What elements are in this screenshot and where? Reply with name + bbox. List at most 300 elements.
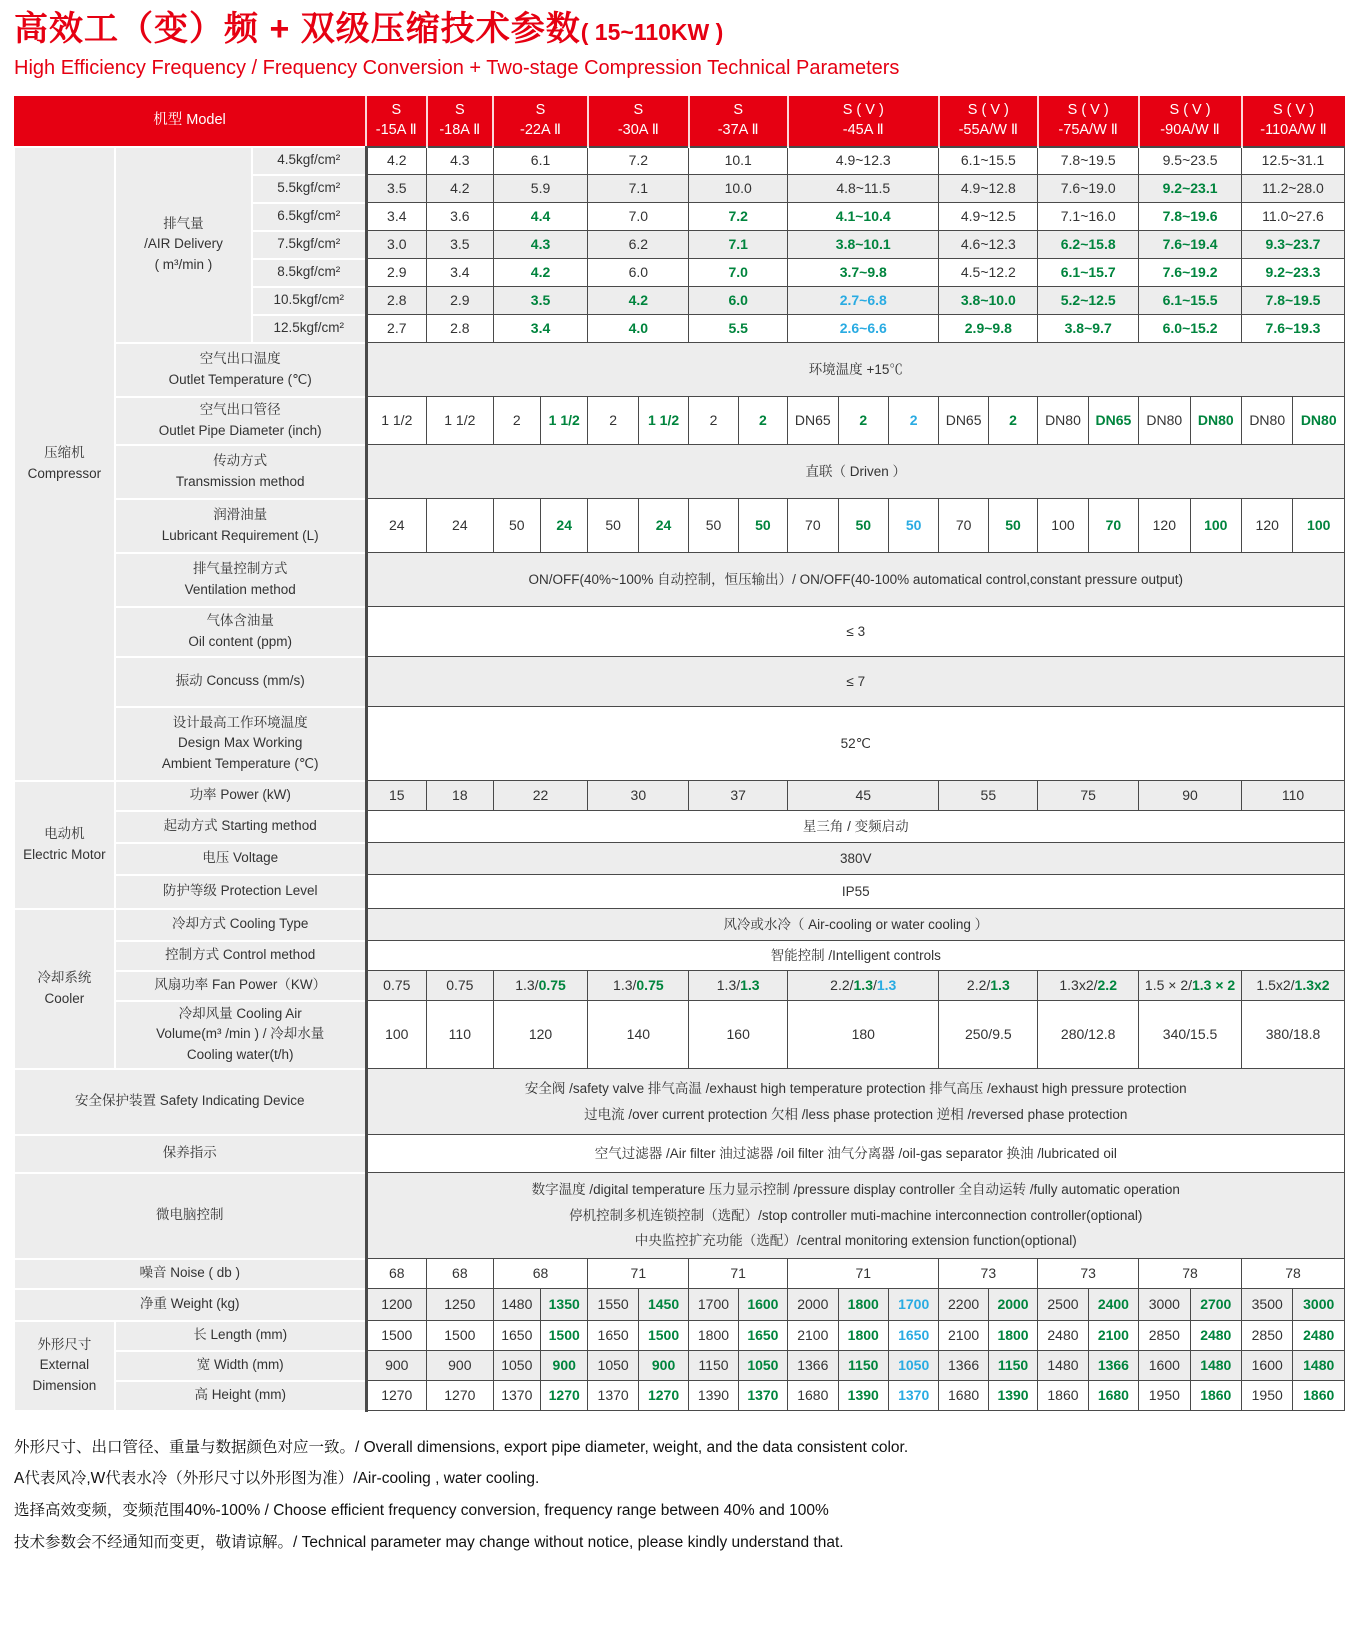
value-cell: 1860 [1190,1381,1241,1411]
value-cell: 1.5x2/1.3x2 [1242,971,1345,1001]
value-cell: 1270 [541,1381,588,1411]
row-label-concuss: 振动 Concuss (mm/s) [115,657,366,707]
value-cell: 1950 [1139,1381,1190,1411]
value-cell: DN80 [1242,397,1293,445]
value-cell: 2 [988,397,1037,445]
table-header-row [14,96,1345,147]
value-cell: 100 [1293,499,1345,553]
value-cell: 3.5 [427,231,494,259]
value-cell: 2 [588,397,638,445]
value-cell: 星三角 / 变频启动 [366,811,1344,843]
value-cell: 9.3~23.7 [1242,231,1345,259]
row-power [14,781,1345,811]
model-header-cell: S ( V ) -110A/W Ⅱ [1242,96,1345,147]
value-cell: 37 [689,781,788,811]
value-cell: IP55 [366,875,1344,909]
value-cell: 1 1/2 [541,397,588,445]
value-cell: 3.7~9.8 [788,259,939,287]
row-concuss [14,657,1345,707]
value-cell: 50 [738,499,787,553]
row-fan [14,971,1345,1001]
row-oil [14,607,1345,657]
value-cell: 55 [939,781,1038,811]
value-cell: 24 [541,499,588,553]
value-cell: DN80 [1190,397,1241,445]
value-cell: 4.0 [588,315,689,343]
value-cell: 0.75 [366,971,427,1001]
value-cell: 140 [588,1001,689,1069]
value-cell: 1480 [493,1289,540,1321]
value-cell: 2850 [1139,1321,1190,1351]
value-cell: 智能控制 /Intelligent controls [366,941,1344,971]
value-cell: 1390 [838,1381,888,1411]
value-cell: 1.3x2/2.2 [1038,971,1139,1001]
footer-notes [14,1432,1361,1559]
model-header-cell: S ( V ) -55A/W Ⅱ [939,96,1038,147]
value-cell: 7.8~19.5 [1038,147,1139,175]
model-header-cell: S -22A Ⅱ [493,96,588,147]
value-cell: 1390 [988,1381,1037,1411]
value-cell: 50 [838,499,888,553]
value-cell: 71 [689,1259,788,1289]
value-cell: 1700 [888,1289,938,1321]
row-label-transmission: 传动方式 Transmission method [115,445,366,499]
value-cell: 1500 [366,1321,427,1351]
value-cell: 1800 [838,1321,888,1351]
value-cell: 空气过滤器 /Air filter 油过滤器 /oil filter 油气分离器 /oil-gas separator 换油 /lubricated oil [366,1135,1344,1173]
value-cell: 45 [788,781,939,811]
value-cell: 52℃ [366,707,1344,781]
value-cell: DN80 [1038,397,1088,445]
value-cell: 1 1/2 [638,397,688,445]
model-header-cell: S -15A Ⅱ [366,96,427,147]
value-cell: 2 [738,397,787,445]
title-block [0,0,1361,80]
value-cell: 7.1 [588,175,689,203]
value-cell: ≤ 3 [366,607,1344,657]
row-pipe [14,397,1345,445]
value-cell: 环境温度 +15℃ [366,343,1344,397]
value-cell: 68 [366,1259,427,1289]
pressure-label: 5.5kgf/cm² [252,175,366,203]
value-cell: 50 [689,499,738,553]
value-cell: 78 [1139,1259,1242,1289]
value-cell: 1680 [939,1381,988,1411]
value-cell: 68 [427,1259,494,1289]
value-cell: 1700 [689,1289,738,1321]
row-label-volume: 冷却风量 Cooling Air Volume(m³ /min ) / 冷却水量 Cooling water(t/h) [115,1001,366,1069]
value-cell: 900 [638,1351,688,1381]
value-cell: 1500 [541,1321,588,1351]
value-cell: 4.3 [493,231,588,259]
value-cell: 直联（ Driven ） [366,445,1344,499]
value-cell: 1050 [588,1351,638,1381]
footer-note-line: A代表风冷,W代表水冷（外形尺寸以外形图为准）/Air-cooling , water cooling. [14,1470,540,1488]
value-cell: 安全阀 /safety valve 排气高温 /exhaust high temperature protection 排气高压 /exhaust high pressure protection 过电流 /over current protection 欠相 /less phase protection 逆相 /reversed phase protection [366,1069,1344,1135]
value-cell: 风冷或水冷（ Air-cooling or water cooling ） [366,909,1344,941]
value-cell: 6.2 [588,231,689,259]
group-label-motor: 电动机 Electric Motor [14,781,115,909]
row-design [14,707,1345,781]
row-label-maintenance: 保养指示 [14,1135,366,1173]
value-cell: 4.9~12.8 [939,175,1038,203]
value-cell: 1150 [988,1351,1037,1381]
value-cell: 1366 [1088,1351,1138,1381]
value-cell: ON/OFF(40%~100% 自动控制，恒压输出）/ ON/OFF(40-100% automatical control,constant pressure output) [366,553,1344,607]
value-cell: 4.3 [427,147,494,175]
value-cell: 11.2~28.0 [1242,175,1345,203]
value-cell: 1650 [738,1321,787,1351]
row-ventilation [14,553,1345,607]
value-cell: DN65 [1088,397,1138,445]
footer-note-line: 技术参数会不经通知而变更，敬请谅解。/ Technical parameter may change without notice, please kindly understand that. [14,1533,844,1551]
row-label-length: 长 Length (mm) [115,1321,366,1351]
row-label-noise: 噪音 Noise ( db ) [14,1259,366,1289]
value-cell: 7.8~19.5 [1242,287,1345,315]
value-cell: 50 [493,499,540,553]
value-cell: 4.5~12.2 [939,259,1038,287]
page-title-range: ( 15~110KW ) [580,19,724,45]
value-cell: 2.9~9.8 [939,315,1038,343]
row-label-voltage: 电压 Voltage [115,843,366,875]
parameters-table [13,96,1345,1412]
value-cell: 2100 [1088,1321,1138,1351]
page-subtitle: High Efficiency Frequency / Frequency Conversion + Two-stage Compression Technical Parameters [14,56,900,79]
value-cell: 70 [788,499,838,553]
value-cell: 100 [366,1001,427,1069]
value-cell: DN80 [1293,397,1345,445]
value-cell: 10.1 [689,147,788,175]
value-cell: 1270 [366,1381,427,1411]
value-cell: 5.5 [689,315,788,343]
value-cell: 3.0 [366,231,427,259]
value-cell: 900 [366,1351,427,1381]
pressure-label: 10.5kgf/cm² [252,287,366,315]
value-cell: 2 [493,397,540,445]
value-cell: 15 [366,781,427,811]
value-cell: 6.1~15.7 [1038,259,1139,287]
value-cell: 1350 [541,1289,588,1321]
value-cell: 2.9 [366,259,427,287]
row-air-4.5 [14,147,1345,175]
value-cell: 1200 [366,1289,427,1321]
value-cell: 50 [588,499,638,553]
value-cell: 3.5 [493,287,588,315]
value-cell: DN65 [939,397,988,445]
value-cell: 2500 [1038,1289,1088,1321]
value-cell: 2480 [1038,1321,1088,1351]
value-cell: 110 [427,1001,494,1069]
value-cell: 7.6~19.4 [1139,231,1242,259]
value-cell: 1650 [493,1321,540,1351]
value-cell: 120 [1139,499,1190,553]
value-cell: 2200 [939,1289,988,1321]
value-cell: 68 [493,1259,588,1289]
row-label-weight: 净重 Weight (kg) [14,1289,366,1321]
row-label-width: 宽 Width (mm) [115,1351,366,1381]
value-cell: 380/18.8 [1242,1001,1345,1069]
row-safety [14,1069,1345,1135]
pressure-label: 7.5kgf/cm² [252,231,366,259]
value-cell: 3.8~10.0 [939,287,1038,315]
footer-note-line: 外形尺寸、出口管径、重量与数据颜色对应一致。/ Overall dimensions, export pipe diameter, weight, and the data consistent color. [14,1438,909,1456]
value-cell: 5.2~12.5 [1038,287,1139,315]
value-cell: 1 1/2 [427,397,494,445]
value-cell: 2700 [1190,1289,1241,1321]
model-header-cell: S ( V ) -90A/W Ⅱ [1139,96,1242,147]
value-cell: 4.1~10.4 [788,203,939,231]
value-cell: 6.0~15.2 [1139,315,1242,343]
value-cell: 50 [888,499,938,553]
value-cell: 18 [427,781,494,811]
pressure-label: 12.5kgf/cm² [252,315,366,343]
value-cell: 2.8 [366,287,427,315]
value-cell: 4.9~12.5 [939,203,1038,231]
value-cell: 900 [427,1351,494,1381]
value-cell: 1500 [427,1321,494,1351]
pressure-label: 4.5kgf/cm² [252,147,366,175]
pressure-label: 6.5kgf/cm² [252,203,366,231]
value-cell: 4.2 [588,287,689,315]
value-cell: 90 [1139,781,1242,811]
value-cell: 4.4 [493,203,588,231]
value-cell: 1366 [939,1351,988,1381]
row-label-ventilation: 排气量控制方式 Ventilation method [115,553,366,607]
value-cell: 70 [939,499,988,553]
value-cell: 3.8~10.1 [788,231,939,259]
row-label-design: 设计最高工作环境温度 Design Max Working Ambient Temperature (℃) [115,707,366,781]
value-cell: 30 [588,781,689,811]
value-cell: 7.2 [588,147,689,175]
value-cell: 11.0~27.6 [1242,203,1345,231]
value-cell: 6.0 [588,259,689,287]
value-cell: 9.2~23.1 [1139,175,1242,203]
value-cell: 1390 [689,1381,738,1411]
value-cell: 120 [493,1001,588,1069]
value-cell: 7.8~19.6 [1139,203,1242,231]
value-cell: 1800 [988,1321,1037,1351]
value-cell: 1480 [1038,1351,1088,1381]
model-header-cell: S -37A Ⅱ [689,96,788,147]
value-cell: 1270 [427,1381,494,1411]
row-length [14,1321,1345,1351]
row-cooling-type [14,909,1345,941]
value-cell: 0.75 [427,971,494,1001]
row-label-protection: 防护等级 Protection Level [115,875,366,909]
value-cell: 100 [1038,499,1088,553]
value-cell: 160 [689,1001,788,1069]
value-cell: 120 [1242,499,1293,553]
air-delivery-label: 排气量 /AIR Delivery ( m³/min ) [115,147,252,343]
value-cell: 2400 [1088,1289,1138,1321]
row-height [14,1381,1345,1411]
value-cell: 6.1~15.5 [939,147,1038,175]
value-cell: 250/9.5 [939,1001,1038,1069]
model-header-cell: S -18A Ⅱ [427,96,494,147]
value-cell: 1450 [638,1289,688,1321]
value-cell: 71 [788,1259,939,1289]
value-cell: 1270 [638,1381,688,1411]
value-cell: 3.4 [427,259,494,287]
row-maintenance [14,1135,1345,1173]
group-label-compressor: 压缩机 Compressor [14,147,115,781]
value-cell: 7.6~19.2 [1139,259,1242,287]
value-cell: 7.0 [588,203,689,231]
value-cell: 6.2~15.8 [1038,231,1139,259]
value-cell: 7.1~16.0 [1038,203,1139,231]
value-cell: 1860 [1038,1381,1088,1411]
value-cell: 1050 [888,1351,938,1381]
value-cell: 280/12.8 [1038,1001,1139,1069]
value-cell: 1.3/1.3 [689,971,788,1001]
value-cell: 1480 [1293,1351,1345,1381]
value-cell: 73 [1038,1259,1139,1289]
value-cell: 1370 [738,1381,787,1411]
value-cell: 78 [1242,1259,1345,1289]
value-cell: 1 1/2 [366,397,427,445]
value-cell: 2.7~6.8 [788,287,939,315]
value-cell: 1800 [689,1321,738,1351]
value-cell: 1150 [689,1351,738,1381]
value-cell: 2000 [788,1289,838,1321]
value-cell: 22 [493,781,588,811]
model-header-label: 机型 Model [14,96,366,147]
row-label-control: 控制方式 Control method [115,941,366,971]
value-cell: 1150 [838,1351,888,1381]
value-cell: 2.7 [366,315,427,343]
footer-note-line: 选择高效变频，变频范围40%-100% / Choose efficient frequency conversion, frequency range between 40% and 100% [14,1502,829,1520]
row-label-cooling-type: 冷却方式 Cooling Type [115,909,366,941]
value-cell: 1600 [1139,1351,1190,1381]
row-label-power: 功率 Power (kW) [115,781,366,811]
value-cell: 3000 [1139,1289,1190,1321]
value-cell: 2000 [988,1289,1037,1321]
row-label-outlet-temp: 空气出口温度 Outlet Temperature (℃) [115,343,366,397]
value-cell: 7.2 [689,203,788,231]
value-cell: 1370 [588,1381,638,1411]
value-cell: 2480 [1190,1321,1241,1351]
value-cell: 4.9~12.3 [788,147,939,175]
row-micro [14,1173,1345,1259]
page-title-zh: 高效工（变）频 + 双级压缩技术参数 [14,10,581,48]
row-volume [14,1001,1345,1069]
value-cell: 7.1 [689,231,788,259]
value-cell: 1860 [1293,1381,1345,1411]
row-starting [14,811,1345,843]
value-cell: 100 [1190,499,1241,553]
value-cell: 12.5~31.1 [1242,147,1345,175]
value-cell: 73 [939,1259,1038,1289]
value-cell: 2850 [1242,1321,1293,1351]
value-cell: ≤ 7 [366,657,1344,707]
value-cell: 9.5~23.5 [1139,147,1242,175]
value-cell: 1480 [1190,1351,1241,1381]
value-cell: 1950 [1242,1381,1293,1411]
value-cell: 2.2/1.3 [939,971,1038,1001]
value-cell: 24 [427,499,494,553]
pressure-label: 8.5kgf/cm² [252,259,366,287]
value-cell: 3000 [1293,1289,1345,1321]
value-cell: 380V [366,843,1344,875]
value-cell: 75 [1038,781,1139,811]
value-cell: 1.5 × 2/1.3 × 2 [1139,971,1242,1001]
value-cell: 1.3/0.75 [493,971,588,1001]
value-cell: 7.6~19.3 [1242,315,1345,343]
value-cell: 1800 [838,1289,888,1321]
value-cell: 1600 [738,1289,787,1321]
row-protection [14,875,1345,909]
value-cell: 1370 [888,1381,938,1411]
row-noise [14,1259,1345,1289]
value-cell: 4.6~12.3 [939,231,1038,259]
value-cell: 1050 [493,1351,540,1381]
value-cell: 1650 [888,1321,938,1351]
value-cell: 6.0 [689,287,788,315]
row-transmission [14,445,1345,499]
value-cell: 1680 [1088,1381,1138,1411]
value-cell: 7.6~19.0 [1038,175,1139,203]
value-cell: 2480 [1293,1321,1345,1351]
group-label-cooler: 冷却系统 Cooler [14,909,115,1069]
value-cell: DN80 [1139,397,1190,445]
value-cell: 3500 [1242,1289,1293,1321]
row-width [14,1351,1345,1381]
value-cell: 3.4 [493,315,588,343]
row-label-oil: 气体含油量 Oil content (ppm) [115,607,366,657]
value-cell: 2 [689,397,738,445]
value-cell: 2100 [939,1321,988,1351]
row-label-starting: 起动方式 Starting method [115,811,366,843]
row-label-fan: 风扇功率 Fan Power（KW） [115,971,366,1001]
value-cell: 2.2/1.3/1.3 [788,971,939,1001]
value-cell: 2 [888,397,938,445]
value-cell: 4.2 [366,147,427,175]
value-cell: 10.0 [689,175,788,203]
value-cell: 1500 [638,1321,688,1351]
value-cell: 900 [541,1351,588,1381]
row-voltage [14,843,1345,875]
value-cell: 4.8~11.5 [788,175,939,203]
value-cell: 2.9 [427,287,494,315]
value-cell: 110 [1242,781,1345,811]
value-cell: 1650 [588,1321,638,1351]
group-label-dimension: 外形尺寸 External Dimension [14,1321,115,1411]
value-cell: 6.1~15.5 [1139,287,1242,315]
row-control [14,941,1345,971]
value-cell: 3.4 [366,203,427,231]
value-cell: 4.2 [493,259,588,287]
value-cell: 3.6 [427,203,494,231]
value-cell: 1370 [493,1381,540,1411]
value-cell: 3.8~9.7 [1038,315,1139,343]
page-title [14,8,1361,51]
value-cell: 5.9 [493,175,588,203]
value-cell: 50 [988,499,1037,553]
value-cell: 1250 [427,1289,494,1321]
row-outlet-temp [14,343,1345,397]
value-cell: 1366 [788,1351,838,1381]
value-cell: DN65 [788,397,838,445]
value-cell: 180 [788,1001,939,1069]
value-cell: 70 [1088,499,1138,553]
model-header-cell: S ( V ) -75A/W Ⅱ [1038,96,1139,147]
model-header-cell: S ( V ) -45A Ⅱ [788,96,939,147]
value-cell: 24 [638,499,688,553]
value-cell: 7.0 [689,259,788,287]
row-label-height: 高 Height (mm) [115,1381,366,1411]
value-cell: 340/15.5 [1139,1001,1242,1069]
row-lubricant [14,499,1345,553]
